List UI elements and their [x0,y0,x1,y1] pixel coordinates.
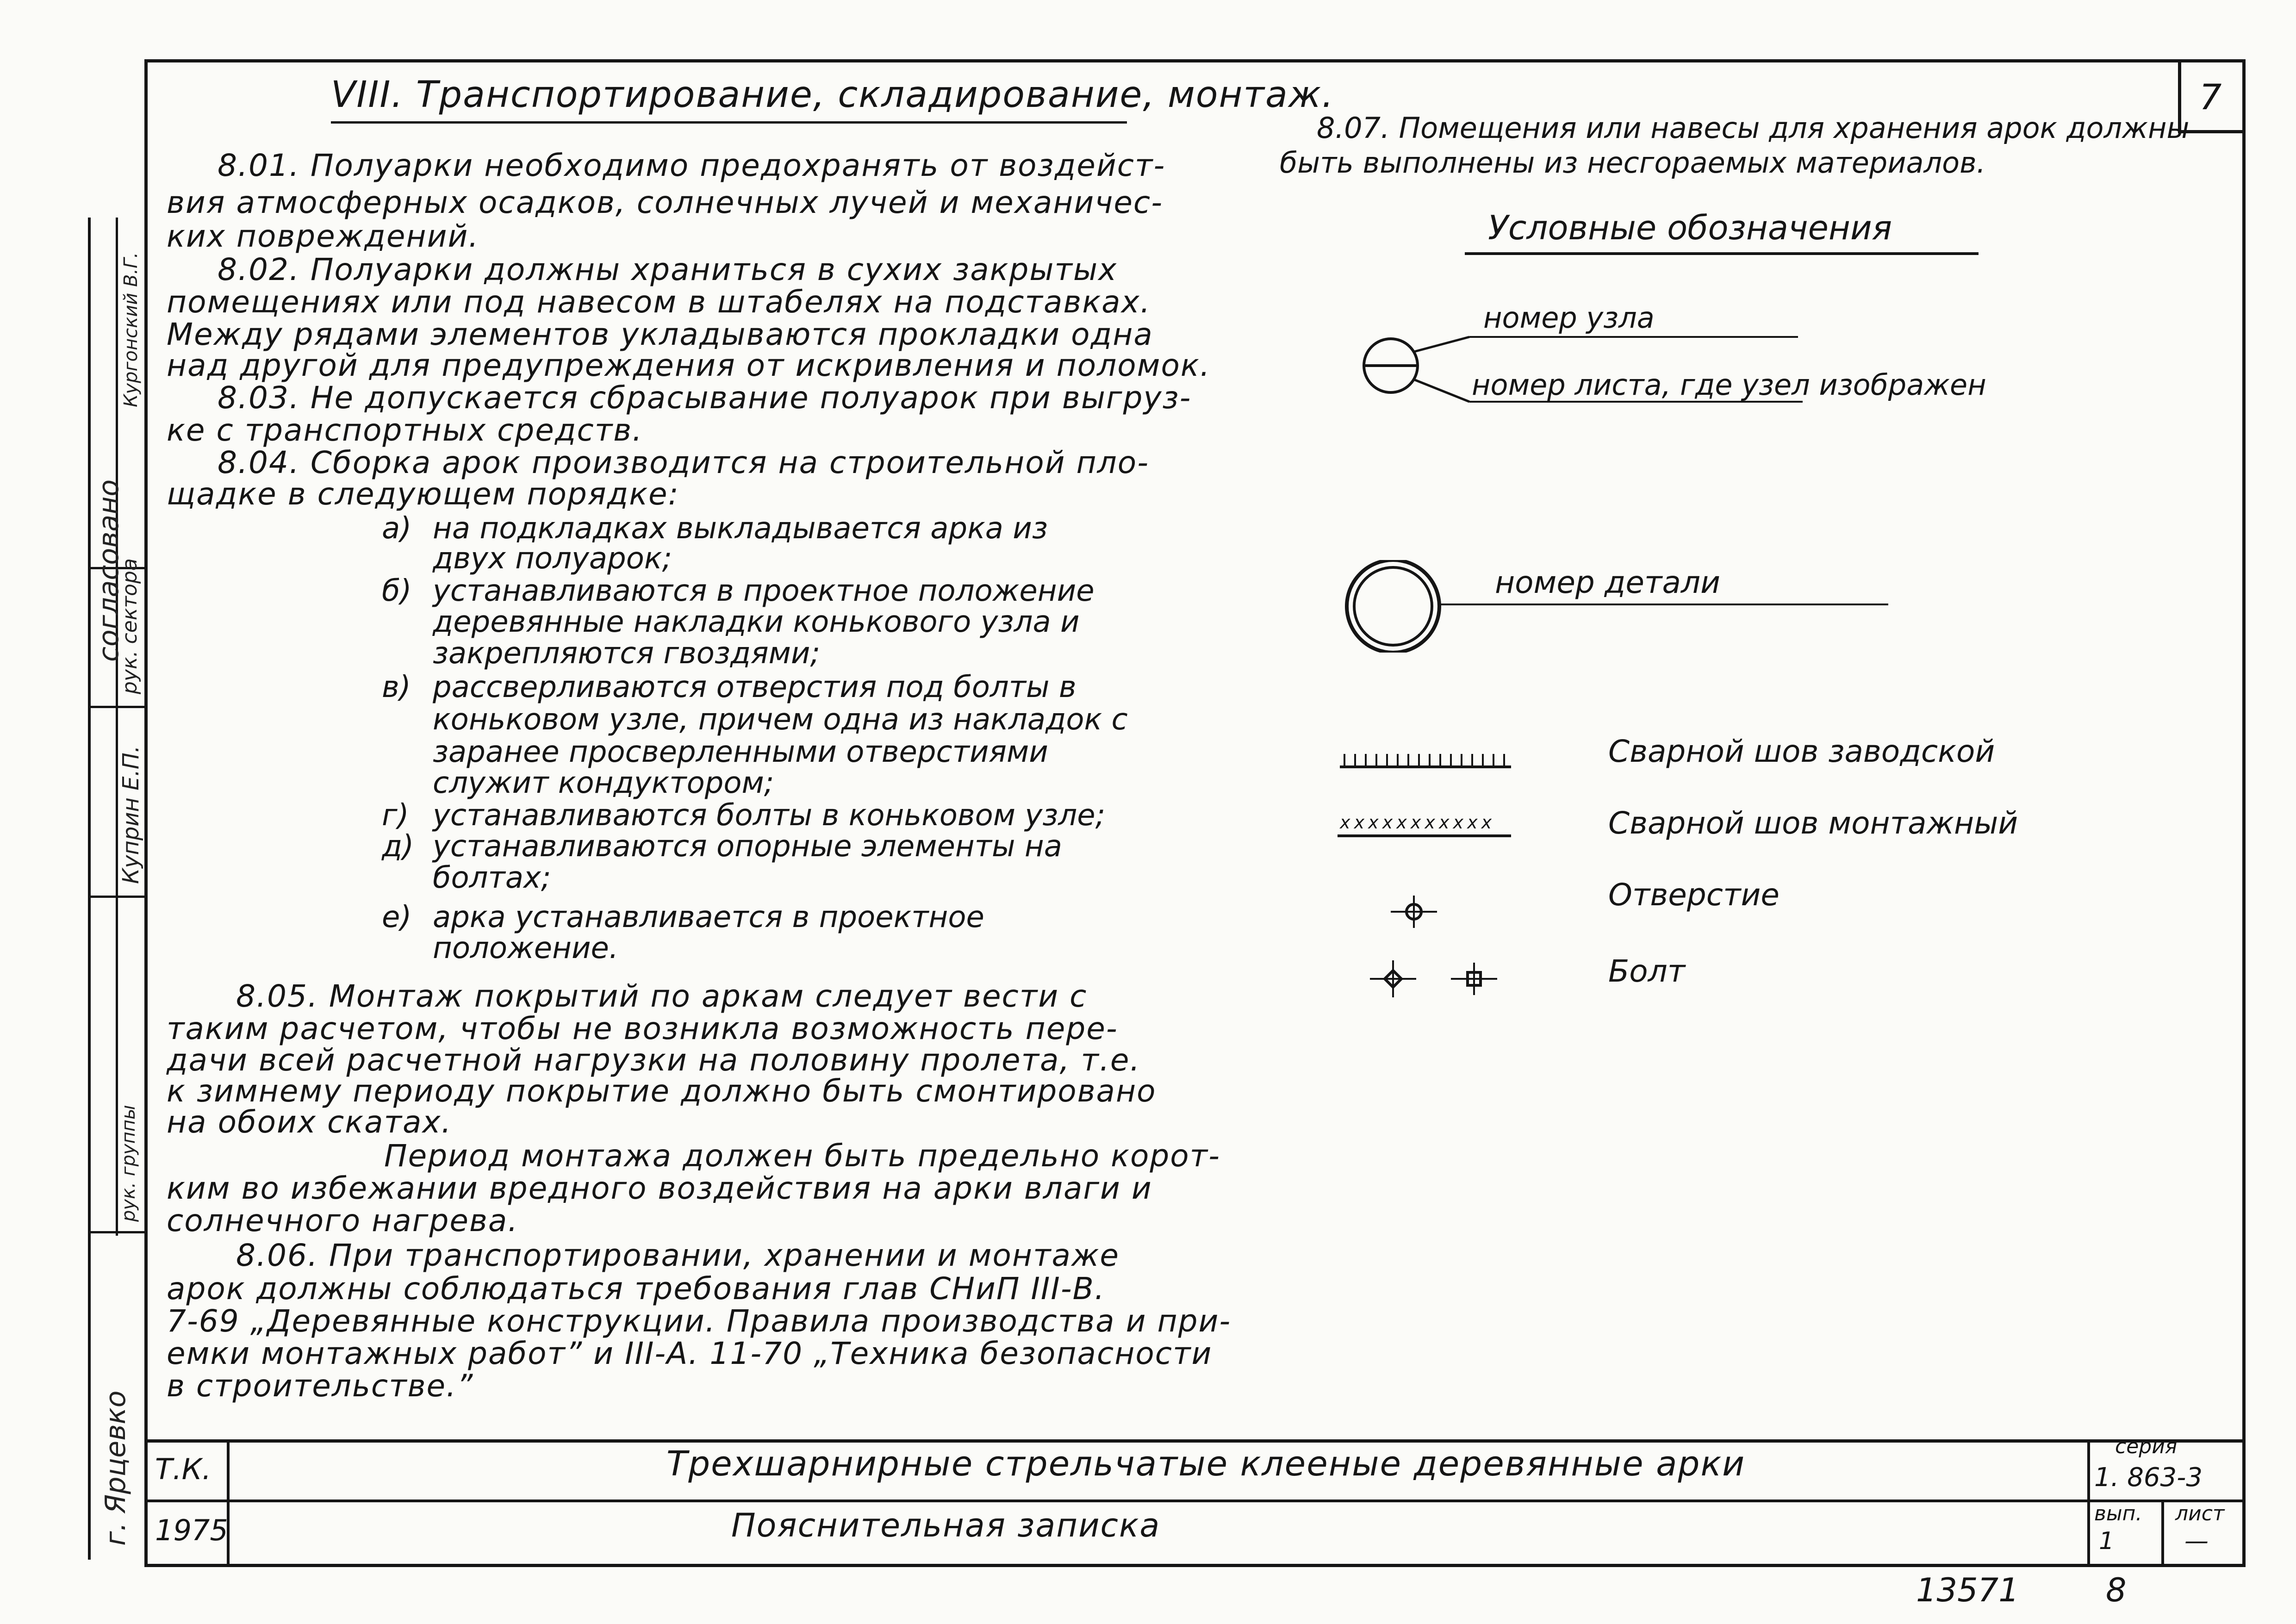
legend-detail-number: номер детали [1495,565,1721,600]
side-strip-divider [88,896,146,898]
step-marker: в) [382,670,411,704]
text-line: ке с транспортных средств. [167,412,643,448]
page-corner-number: 7 [2199,76,2222,118]
legend-title-underline [1465,252,1979,255]
drawing-title: Трехшарнирные стрельчатые клееные деревянные арки [666,1444,1746,1484]
section-title: VIII. Транспортирование, складирование, монтаж. [331,74,1334,116]
bolt-symbol [1368,956,1502,1002]
sheet-number: — [2184,1527,2209,1555]
stamp-city: г. Ярцевко [100,1390,132,1546]
legend-title: Условные обозначения [1488,208,1892,247]
side-strip-divider [88,1231,146,1233]
step-line: заранее просверленными отверстиями [433,735,1048,769]
text-line: 8.03. Не допускается сбрасывание полуарок при выгруз- [218,380,1192,416]
side-strip-line [116,218,118,1236]
weld-site-line [1338,834,1511,837]
legend-weld-site: Сварной шов монтажный [1608,805,2018,841]
step-marker: е) [382,900,412,934]
title-block-top-line [144,1439,2246,1443]
section-title-underline [331,121,1127,124]
step-line: рассверливаются отверстия под болты в [433,670,1076,704]
legend-node-number: номер узла [1483,301,1655,335]
text-line: на обоих скатах. [167,1104,452,1140]
series-number: 1. 863-3 [2094,1462,2203,1493]
text-line: Период монтажа должен быть предельно корот- [384,1138,1220,1174]
text-line: в строительстве.” [167,1368,474,1404]
stamp-sector-head: рук. сектора [118,558,142,694]
text-line: 8.04. Сборка арок производится на строительной пло- [218,445,1150,480]
weld-site-marks: x x x x x x x x x x x [1340,812,1491,833]
bottom-page-number: 8 [2106,1571,2127,1609]
text-line: 7-69 „Деревянные конструкции. Правила производства и при- [167,1303,1232,1339]
text-line: помещениях или под навесом в штабелях на подставках. [167,284,1151,320]
text-line: ким во избежании вредного воздействия на арки влаги и [167,1170,1152,1206]
text-line: таким расчетом, чтобы не возникла возможность пере- [167,1011,1118,1046]
text-line: над другой для предупреждения от искривления и поломок. [167,348,1211,383]
issue-number: 1 [2099,1527,2115,1555]
step-marker: б) [382,574,412,608]
stamp-name-1: Куприн Е.П. [118,745,144,884]
text-line: ких повреждений. [167,218,479,254]
weld-factory-symbol [1338,747,1513,771]
side-strip-divider [88,706,146,708]
title-block-vline [227,1439,230,1567]
stamp-group-head: рук. группы [118,1105,139,1222]
step-line: устанавливаются в проектное положение [433,574,1095,608]
text-line: 8.07. Помещения или навесы для хранения арок должны [1317,111,2190,145]
year: 1975 [155,1513,228,1547]
text-line: Между рядами элементов укладываются прокладки одна [167,317,1153,352]
step-line: закрепляются гвоздями; [433,636,821,671]
step-line: на подкладках выкладывается арка из [433,511,1048,546]
legend-weld-factory: Сварной шов заводской [1608,734,1995,769]
title-block-vline [2087,1439,2090,1567]
step-line: арка устанавливается в проектное [433,900,984,934]
sheet-label: лист [2175,1502,2225,1525]
text-line: емки монтажных работ” и III-А. 11-70 „Техника безопасности [167,1336,1213,1371]
legend-bolt: Болт [1608,953,1686,989]
hole-symbol [1388,889,1439,935]
side-strip-line [88,218,91,1560]
drawing-subtitle: Пояснительная записка [731,1506,1161,1544]
step-marker: а) [382,511,412,546]
step-line: коньковом узле, причем одна из накладок с [433,703,1128,737]
stamp-name-2: Кургонский В.Г. [120,252,142,407]
step-line: устанавливаются болты в коньковом узле; [433,798,1106,833]
step-line: положение. [433,931,619,965]
step-line: деревянные накладки конькового узла и [433,605,1080,639]
stamp-agreed: согласовано [93,479,125,662]
text-line: солнечного нагрева. [167,1203,519,1238]
org-code: Т.К. [155,1452,212,1486]
issue-label: вып. [2094,1502,2142,1525]
step-line: болтах; [433,861,551,895]
legend-hole: Отверстие [1608,877,1780,913]
archive-number: 13571 [1916,1571,2019,1609]
step-line: устанавливаются опорные элементы на [433,829,1062,864]
text-line: вия атмосферных осадков, солнечных лучей и механичес- [167,185,1164,220]
text-line: дачи всей расчетной нагрузки на половину пролета, т.е. [167,1042,1141,1078]
legend-sheet-number: номер листа, где узел изображен [1472,368,1986,402]
step-marker: г) [382,798,409,833]
series-label: серия [2115,1435,2178,1458]
title-block-vline [2161,1500,2164,1567]
step-line: служит кондуктором; [433,766,774,800]
text-line: 8.06. При транспортировании, хранении и монтаже [236,1238,1120,1273]
text-line: быть выполнены из несгораемых материалов. [1280,146,1986,180]
text-line: 8.02. Полуарки должны храниться в сухих закрытых [218,252,1118,287]
text-line: 8.01. Полуарки необходимо предохранять от воздейст- [218,148,1166,183]
step-marker: д) [382,829,414,864]
text-line: 8.05. Монтаж покрытий по аркам следует вести с [236,978,1088,1014]
title-block-mid-line [144,1500,2246,1502]
text-line: щадке в следующем порядке: [167,476,679,512]
step-line: двух полуарок; [433,541,672,576]
text-line: арок должны соблюдаться требования глав СНиП III-В. [167,1271,1105,1307]
text-line: к зимнему периоду покрытие должно быть смонтировано [167,1073,1157,1109]
